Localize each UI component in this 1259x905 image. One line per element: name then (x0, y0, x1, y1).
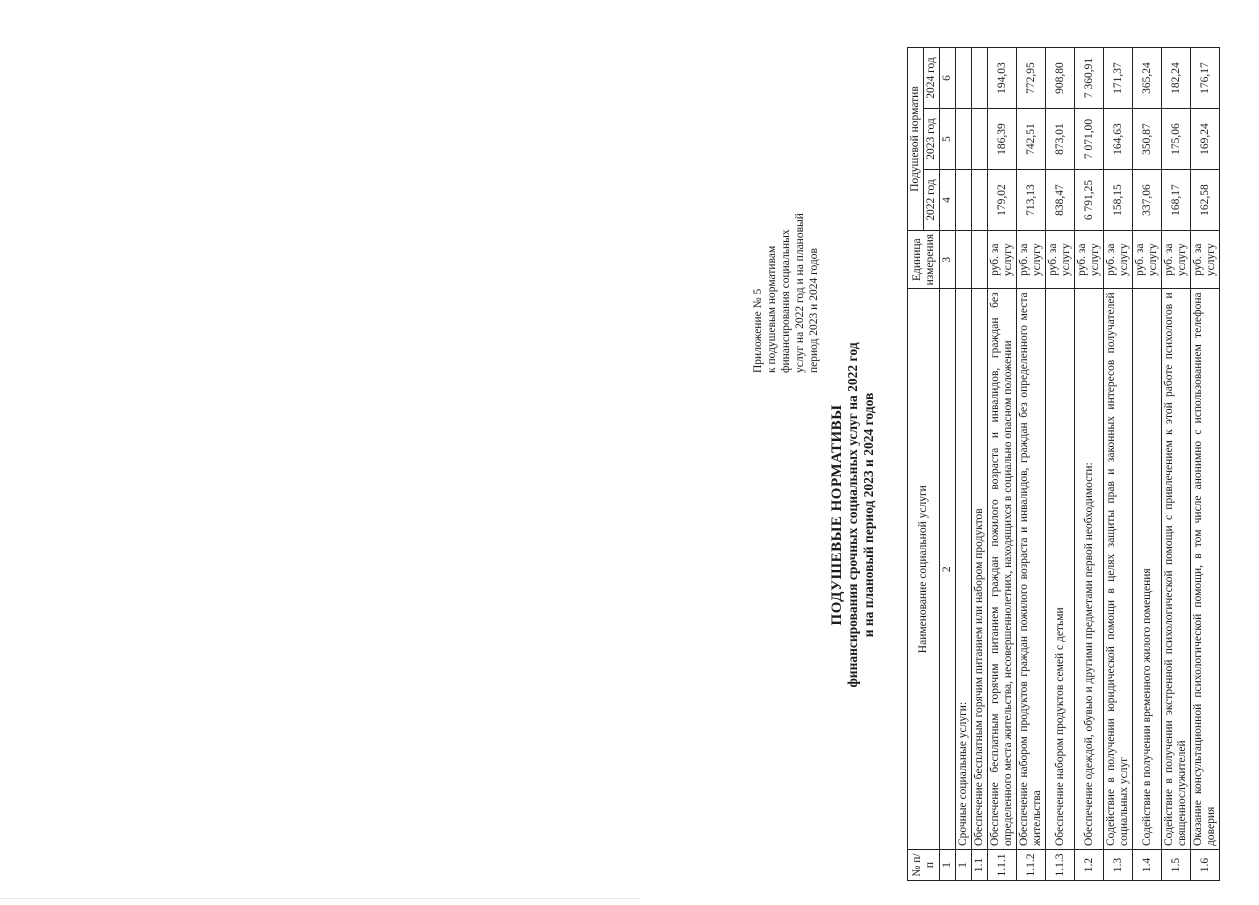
row-value-2023: 169,24 (1191, 109, 1220, 170)
row-value-2023: 742,51 (1017, 109, 1046, 170)
row-unit: руб. за услугу (1191, 231, 1220, 289)
row-value-2024: 194,03 (988, 48, 1017, 109)
row-value-2022: 168,17 (1162, 170, 1191, 231)
row-unit (972, 231, 988, 289)
row-name: Содействие в получении экстренной психологической помощи с привлечением к этой работе психологов и священнослужителей (1162, 289, 1191, 850)
table-row (956, 48, 972, 881)
table-row (1075, 48, 1104, 881)
row-num: 1.2 (1075, 850, 1104, 881)
header-year: 2024 год (924, 48, 940, 109)
table-row (1162, 48, 1191, 881)
row-value-2022: 838,47 (1046, 170, 1075, 231)
table-row (1046, 48, 1075, 881)
appendix-line: услуг на 2022 год и на плановый (794, 213, 806, 373)
header-year: 2022 год (924, 170, 940, 231)
row-value-2022: 158,15 (1104, 170, 1133, 231)
row-num: 1.1.1 (988, 850, 1017, 881)
row-value-2023 (956, 109, 972, 170)
row-value-2023: 7 071,00 (1075, 109, 1104, 170)
row-name: Обеспечение набором продуктов семей с детьми (1046, 289, 1075, 850)
row-num: 1.4 (1133, 850, 1162, 881)
row-name: Обеспечение бесплатным горячим питанием или набором продуктов (972, 289, 988, 850)
appendix-line: к подушевым нормативам (766, 245, 778, 373)
row-num: 1.1.2 (1017, 850, 1046, 881)
table-header-row (908, 48, 924, 881)
column-number: 6 (940, 48, 956, 109)
header-num: № п/п (908, 850, 940, 881)
row-num: 1.1 (972, 850, 988, 881)
title-line-main: ПОДУШЕВЫЕ НОРМАТИВЫ (829, 404, 845, 626)
row-unit (956, 231, 972, 289)
row-name: Срочные социальные услуги: (956, 289, 972, 850)
column-number: 4 (940, 170, 956, 231)
row-name: Обеспечение бесплатным горячим питанием граждан пожилого возраста и инвалидов, граждан без определенного места жительства, несовершеннолетних, находящихся в социально опасном положении (988, 289, 1017, 850)
title-line-sub: финансирования срочных социальных услуг на 2022 год (845, 342, 860, 688)
appendix-line: финансирования социальных (780, 229, 792, 373)
row-value-2023: 350,87 (1133, 109, 1162, 170)
column-number: 1 (940, 850, 956, 881)
row-unit: руб. за услугу (1133, 231, 1162, 289)
table-row (1191, 48, 1220, 881)
row-value-2022: 162,58 (1191, 170, 1220, 231)
row-num: 1.5 (1162, 850, 1191, 881)
row-value-2024: 772,95 (1017, 48, 1046, 109)
column-number: 3 (940, 231, 956, 289)
row-value-2023: 164,63 (1104, 109, 1133, 170)
row-value-2024: 176,17 (1191, 48, 1220, 109)
table-row (988, 48, 1017, 881)
row-num: 1 (956, 850, 972, 881)
row-value-2023: 873,01 (1046, 109, 1075, 170)
row-unit: руб. за услугу (1046, 231, 1075, 289)
header-unit: Единица измерения (908, 231, 940, 289)
row-value-2024: 908,80 (1046, 48, 1075, 109)
row-name: Содействие в получении юридической помощи в целях защиты прав и законных интересов получателей социальных услуг (1104, 289, 1133, 850)
table-row (1133, 48, 1162, 881)
row-value-2024 (956, 48, 972, 109)
row-value-2023: 186,39 (988, 109, 1017, 170)
column-number: 5 (940, 109, 956, 170)
row-unit: руб. за услугу (1162, 231, 1191, 289)
rotated-sheet (639, 45, 1259, 905)
row-name: Содействие в получении временного жилого помещения (1133, 289, 1162, 850)
row-value-2022 (972, 170, 988, 231)
title-line-period: и на плановый период 2023 и 2024 годов (861, 392, 876, 638)
header-name: Наименование социальной услуги (908, 289, 940, 850)
page-bottom-divider (0, 898, 639, 899)
row-value-2024: 7 360,91 (1075, 48, 1104, 109)
row-value-2024: 182,24 (1162, 48, 1191, 109)
row-value-2024 (972, 48, 988, 109)
row-value-2024: 365,24 (1133, 48, 1162, 109)
row-num: 1.1.3 (1046, 850, 1075, 881)
row-value-2022 (956, 170, 972, 231)
row-value-2022: 179,02 (988, 170, 1017, 231)
row-name: Оказание консультационной психологической помощи, в том числе анонимно с использованием телефона доверия (1191, 289, 1220, 850)
appendix-line: Приложение № 5 (752, 288, 764, 373)
appendix-line: период 2023 и 2024 годов (808, 248, 820, 373)
row-name: Обеспечение набором продуктов граждан пожилого возраста и инвалидов, граждан без определенного места жительства (1017, 289, 1046, 850)
row-unit: руб. за услугу (1017, 231, 1046, 289)
row-unit: руб. за услугу (1075, 231, 1104, 289)
row-value-2022: 337,06 (1133, 170, 1162, 231)
table-row (1017, 48, 1046, 881)
row-value-2023 (972, 109, 988, 170)
appendix-note (751, 63, 821, 373)
row-unit: руб. за услугу (1104, 231, 1133, 289)
row-value-2023: 175,06 (1162, 109, 1191, 170)
table-row (1104, 48, 1133, 881)
column-number: 2 (940, 289, 956, 850)
row-unit: руб. за услугу (988, 231, 1017, 289)
column-number-row (940, 48, 956, 881)
table-row (972, 48, 988, 881)
row-value-2022: 6 791,25 (1075, 170, 1104, 231)
norms-table (907, 47, 1220, 881)
row-num: 1.6 (1191, 850, 1220, 881)
document-title (829, 235, 877, 795)
row-value-2022: 713,13 (1017, 170, 1046, 231)
row-num: 1.3 (1104, 850, 1133, 881)
header-norm: Подушевой норматив (908, 48, 924, 231)
header-year: 2023 год (924, 109, 940, 170)
row-name: Обеспечение одеждой, обувью и другими предметами первой необходимости: (1075, 289, 1104, 850)
row-value-2024: 171,37 (1104, 48, 1133, 109)
